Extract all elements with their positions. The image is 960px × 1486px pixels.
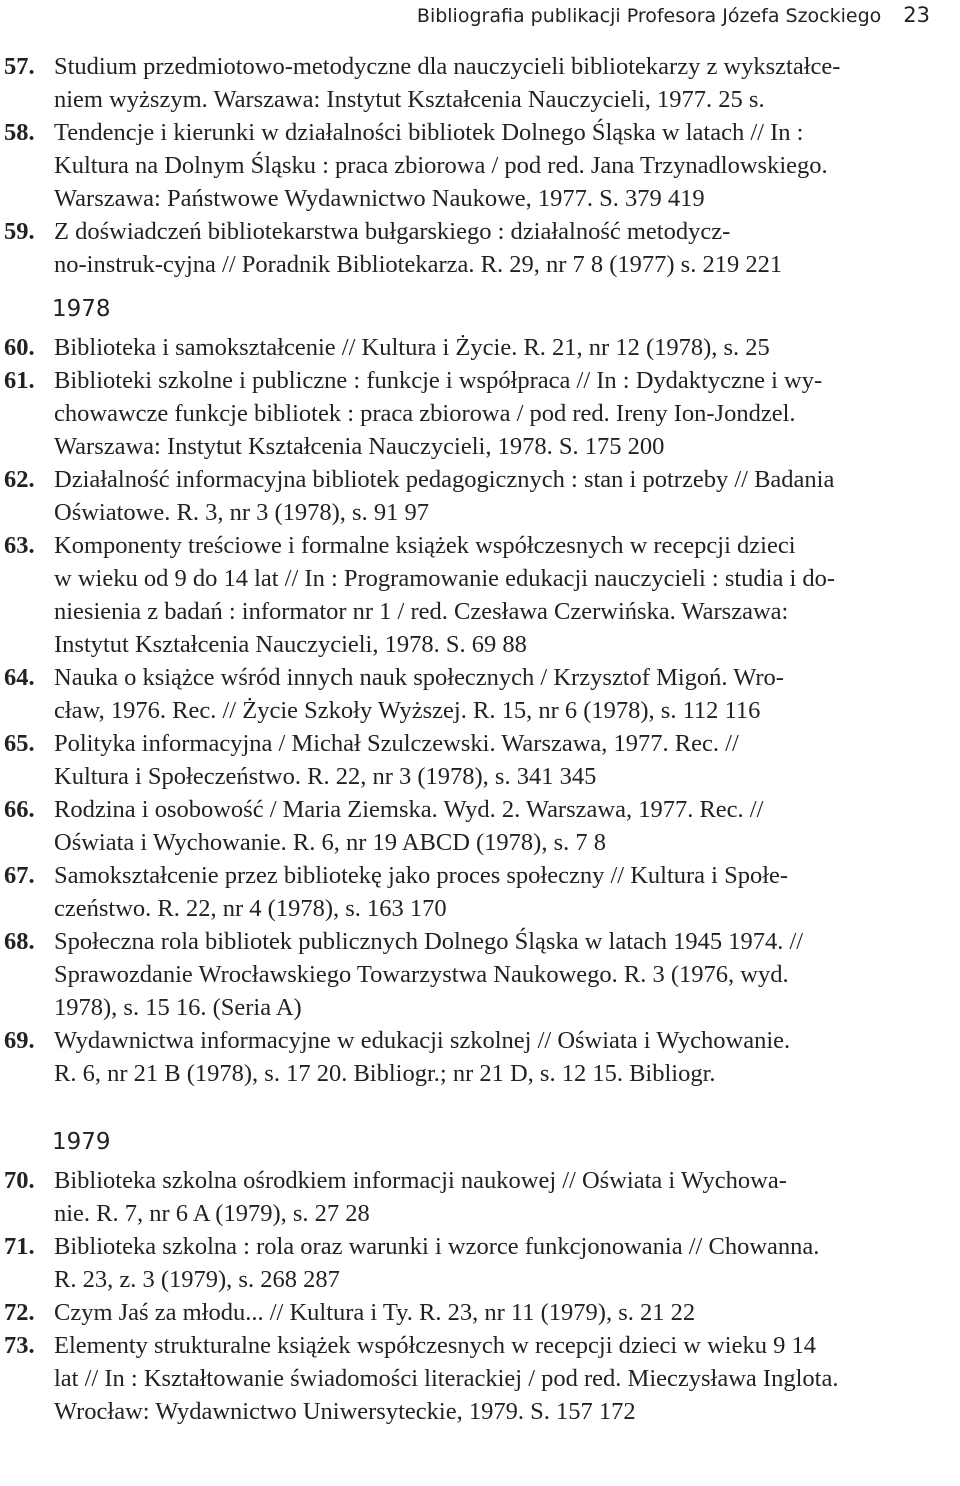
bibliography-entry xyxy=(0,116,960,215)
bibliography-entry xyxy=(0,661,960,727)
bibliography-entry xyxy=(0,727,960,793)
entry-text: Polityka informacyjna / Michał Szulczewski. Warszawa, 1977. Rec. // xyxy=(54,730,739,757)
entry-text: niesienia z badań : informator nr 1 / red. Czesława Czerwińska. Warszawa: xyxy=(54,598,789,625)
entry-text: R. 6, nr 21 B (1978), s. 17 20. Bibliogr.; nr 21 D, s. 12 15. Bibliogr. xyxy=(54,1060,716,1087)
bibliography-entry xyxy=(0,50,960,116)
bibliography-entry xyxy=(0,331,960,364)
entry-number: 69. xyxy=(4,1027,35,1054)
entry-line xyxy=(4,925,950,958)
bibliography-entry xyxy=(0,1329,960,1428)
bibliography-content xyxy=(0,50,960,1428)
entry-line xyxy=(4,793,950,826)
entry-text: Tendencje i kierunki w działalności bibliotek Dolnego Śląska w latach // In : xyxy=(54,119,804,146)
entry-text: Społeczna rola bibliotek publicznych Dolnego Śląska w latach 1945 1974. // xyxy=(54,928,804,955)
entry-line xyxy=(4,1230,950,1263)
entry-line xyxy=(54,1197,950,1230)
running-title: Bibliografia publikacji Profesora Józefa Szockiego xyxy=(416,5,882,27)
entry-number: 70. xyxy=(4,1167,35,1194)
page-number: 23 xyxy=(903,3,930,27)
entry-text: Wrocław: Wydawnictwo Uniwersyteckie, 1979. S. 157 172 xyxy=(54,1398,636,1425)
entry-line xyxy=(4,859,950,892)
entry-line xyxy=(54,1057,950,1090)
entry-text: Biblioteka szkolna : rola oraz warunki i wzorce funkcjonowania // Chowanna. xyxy=(54,1233,820,1260)
bibliography-entry xyxy=(0,793,960,859)
entry-line xyxy=(54,1395,950,1428)
entry-line xyxy=(4,1164,950,1197)
entry-line xyxy=(54,892,950,925)
entries-1978 xyxy=(0,331,960,1090)
entry-number: 68. xyxy=(4,928,35,955)
entry-text: Nauka o książce wśród innych nauk społecznych / Krzysztof Migoń. Wro- xyxy=(54,664,784,691)
entry-line xyxy=(54,595,950,628)
entry-line xyxy=(54,958,950,991)
entry-number: 72. xyxy=(4,1299,35,1326)
entry-number: 66. xyxy=(4,796,35,823)
entry-text: Samokształcenie przez bibliotekę jako proces społeczny // Kultura i Społe- xyxy=(54,862,789,889)
entry-text: Elementy strukturalne książek współczesnych w recepcji dzieci w wieku 9 14 xyxy=(54,1332,816,1359)
entry-line xyxy=(54,149,950,182)
entry-line xyxy=(54,83,950,116)
entry-line xyxy=(54,628,950,661)
entry-number: 64. xyxy=(4,664,35,691)
entry-text: Instytut Kształcenia Nauczycieli, 1978. S. 69 88 xyxy=(54,631,527,658)
entry-text: Studium przedmiotowo-metodyczne dla nauczycieli bibliotekarzy z wykształce- xyxy=(54,53,841,80)
bibliography-entry xyxy=(0,529,960,661)
entry-line xyxy=(54,562,950,595)
entry-line xyxy=(54,496,950,529)
entry-line xyxy=(54,826,950,859)
entry-line xyxy=(4,116,950,149)
entry-text: 1978), s. 15 16. (Seria A) xyxy=(54,994,302,1021)
bibliography-entry xyxy=(0,364,960,463)
entries-1979 xyxy=(0,1164,960,1428)
entry-text: Biblioteka i samokształcenie // Kultura i Życie. R. 21, nr 12 (1978), s. 25 xyxy=(54,334,770,361)
entry-line xyxy=(54,991,950,1024)
bibliography-entry xyxy=(0,1164,960,1230)
entry-text: cław, 1976. Rec. // Życie Szkoły Wyższej. R. 15, nr 6 (1978), s. 112 116 xyxy=(54,697,761,724)
entry-text: Biblioteka szkolna ośrodkiem informacji naukowej // Oświata i Wychowa- xyxy=(54,1167,787,1194)
entry-text: Sprawozdanie Wrocławskiego Towarzystwa Naukowego. R. 3 (1976, wyd. xyxy=(54,961,789,988)
entry-line xyxy=(4,215,950,248)
entry-number: 65. xyxy=(4,730,35,757)
entry-text: no-instruk-cyjna // Poradnik Bibliotekarza. R. 29, nr 7 8 (1977) s. 219 221 xyxy=(54,251,783,278)
entry-number: 63. xyxy=(4,532,35,559)
entry-text: nie. R. 7, nr 6 A (1979), s. 27 28 xyxy=(54,1200,370,1227)
entry-number: 71. xyxy=(4,1233,35,1260)
entry-line xyxy=(4,331,950,364)
entry-text: w wieku od 9 do 14 lat // In : Programowanie edukacji nauczycieli : studia i do- xyxy=(54,565,836,592)
entry-text: Warszawa: Instytut Kształcenia Nauczycieli, 1978. S. 175 200 xyxy=(54,433,665,460)
entry-line xyxy=(54,1362,950,1395)
entry-text: Wydawnictwa informacyjne w edukacji szkolnej // Oświata i Wychowanie. xyxy=(54,1027,791,1054)
entry-text: Kultura i Społeczeństwo. R. 22, nr 3 (1978), s. 341 345 xyxy=(54,763,597,790)
entry-text: niem wyższym. Warszawa: Instytut Kształcenia Nauczycieli, 1977. 25 s. xyxy=(54,86,765,113)
section-title-1978: 1978 xyxy=(52,296,111,322)
entry-text: Kultura na Dolnym Śląsku : praca zbiorowa / pod red. Jana Trzynadlowskiego. xyxy=(54,152,828,179)
entry-text: Oświatowe. R. 3, nr 3 (1978), s. 91 97 xyxy=(54,499,429,526)
entry-number: 67. xyxy=(4,862,35,889)
entry-text: chowawcze funkcje bibliotek : praca zbiorowa / pod red. Ireny Ion-Jondzel. xyxy=(54,400,796,427)
entry-text: Czym Jaś za młodu... // Kultura i Ty. R. 23, nr 11 (1979), s. 21 22 xyxy=(54,1299,696,1326)
entry-line xyxy=(4,727,950,760)
entry-line xyxy=(4,661,950,694)
entry-number: 73. xyxy=(4,1332,35,1359)
bibliography-entry xyxy=(0,859,960,925)
entry-line xyxy=(4,1024,950,1057)
running-header xyxy=(417,0,930,30)
entry-number: 62. xyxy=(4,466,35,493)
entry-line xyxy=(4,463,950,496)
bibliography-entry xyxy=(0,925,960,1024)
bibliography-entry xyxy=(0,1230,960,1296)
entry-number: 58. xyxy=(4,119,35,146)
bibliography-entry xyxy=(0,1296,960,1329)
bibliography-entry xyxy=(0,1024,960,1090)
entry-text: czeństwo. R. 22, nr 4 (1978), s. 163 170 xyxy=(54,895,447,922)
entries-1977 xyxy=(0,50,960,281)
entry-text: R. 23, z. 3 (1979), s. 268 287 xyxy=(54,1266,340,1293)
entry-text: Z doświadczeń bibliotekarstwa bułgarskiego : działalność metodycz- xyxy=(54,218,731,245)
entry-text: Warszawa: Państwowe Wydawnictwo Naukowe, 1977. S. 379 419 xyxy=(54,185,705,212)
entry-line xyxy=(54,397,950,430)
entry-line xyxy=(4,1329,950,1362)
entry-line xyxy=(54,182,950,215)
entry-line xyxy=(54,430,950,463)
entry-number: 57. xyxy=(4,53,35,80)
entry-number: 59. xyxy=(4,218,35,245)
entry-line xyxy=(54,248,950,281)
entry-text: Rodzina i osobowość / Maria Ziemska. Wyd. 2. Warszawa, 1977. Rec. // xyxy=(54,796,764,823)
entry-line xyxy=(4,50,950,83)
entry-text: lat // In : Kształtowanie świadomości literackiej / pod red. Mieczysława Inglota. xyxy=(54,1365,839,1392)
entry-line xyxy=(54,760,950,793)
entry-number: 60. xyxy=(4,334,35,361)
bibliography-entry xyxy=(0,463,960,529)
bibliography-entry xyxy=(0,215,960,281)
entry-line xyxy=(54,1263,950,1296)
section-title-1979: 1979 xyxy=(52,1129,111,1155)
entry-line xyxy=(54,694,950,727)
entry-line xyxy=(4,364,950,397)
entry-text: Działalność informacyjna bibliotek pedagogicznych : stan i potrzeby // Badania xyxy=(54,466,835,493)
entry-text: Komponenty treściowe i formalne książek współczesnych w recepcji dzieci xyxy=(54,532,796,559)
entry-line xyxy=(4,529,950,562)
entry-number: 61. xyxy=(4,367,35,394)
entry-text: Oświata i Wychowanie. R. 6, nr 19 ABCD (1978), s. 7 8 xyxy=(54,829,606,856)
entry-text: Biblioteki szkolne i publiczne : funkcje i współpraca // In : Dydaktyczne i wy- xyxy=(54,367,823,394)
entry-line xyxy=(4,1296,950,1329)
